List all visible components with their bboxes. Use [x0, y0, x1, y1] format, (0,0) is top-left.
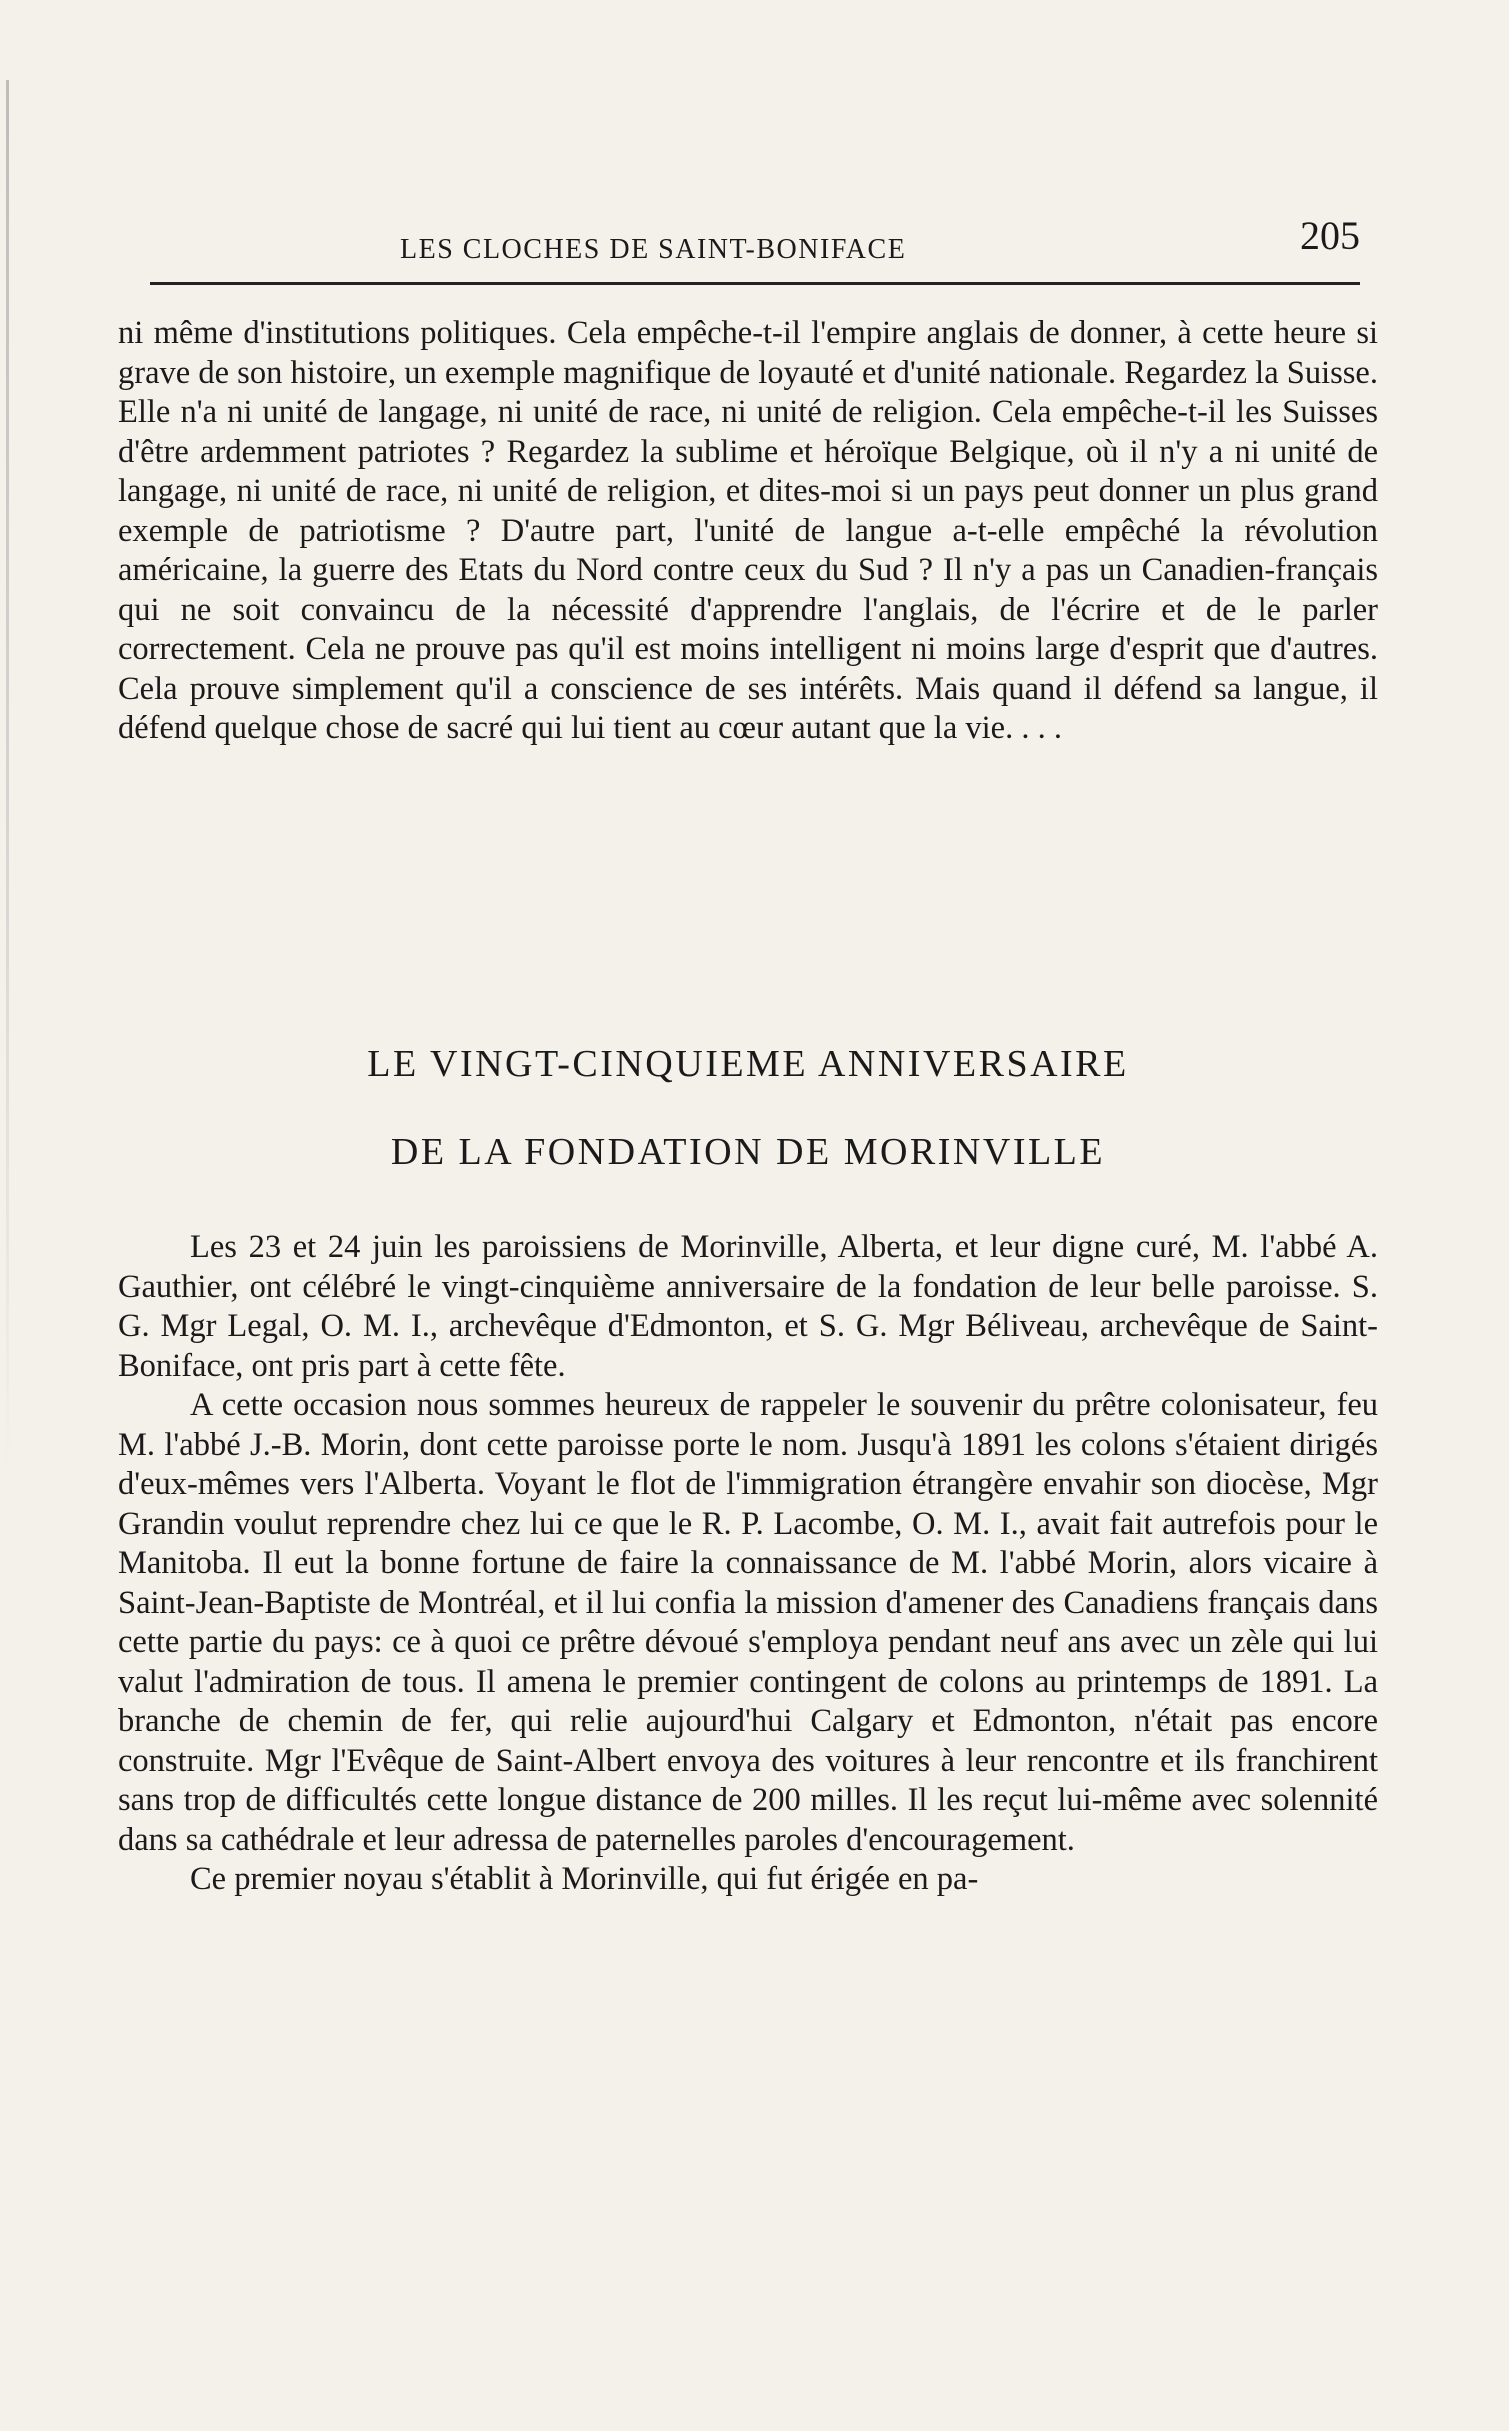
section-heading-line-2: DE LA FONDATION DE MORINVILLE — [390, 1131, 1106, 1173]
section-heading-line-1: LE VINGT-CINQUIEME ANNIVERSAIRE — [367, 1043, 1129, 1085]
continuation-paragraph: ni même d'institutions politiques. Cela empêche-t-il l'empire anglais de donner, à cette heure si grave de son histoire, un exemple magnifique de loyauté et d'unité nationale. Regardez la Suisse. Elle n'a ni unité de langage, ni unité de race, ni unité de religion. Cela empêche-t-il les Suisses d'être ardemment patriotes ? Regardez la sublime et héroïque Belgique, où il n'y a ni unité de langage, ni unité de race, ni unité de religion, et dites-moi si un pays peut donner un plus grand exemple de patriotisme ? D'autre part, l'unité de langue a-t-elle empêché la révolution américaine, la guerre des Etats du Nord contre ceux du Sud ? Il n'y a pas un Canadien-français qui ne soit convaincu de la nécessité d'apprendre l'anglais, de l'écrire et de le parler correctement. Cela ne prouve pas qu'il est moins intelligent ni moins large d'esprit que d'autres. Cela prouve simplement qu'il a conscience de ses intérêts. Mais quand il défend sa langue, il défend quelque chose de sacré qui lui tient au cœur autant que la vie. . . . — [118, 315, 1378, 746]
paragraph-1: Les 23 et 24 juin les paroissiens de Morinville, Alberta, et leur digne curé, M. l'abbé A. Gauthier, ont célébré le vingt-cinquième anniversaire de la fondation de leur belle paroisse. S. G. Mgr Legal, O. M. I., archevêque d'Edmonton, et S. G. Mgr Béliveau, archevêque de Saint-Boniface, ont pris part à cette fête. — [118, 1229, 1378, 1384]
paragraph-2: A cette occasion nous sommes heureux de rappeler le souvenir du prêtre colonisateur, feu M. l'abbé J.-B. Morin, dont cette paroisse porte le nom. Jusqu'à 1891 les colons s'étaient dirigés d'eux-mêmes vers l'Alberta. Voyant le flot de l'immigration étrangère envahir son diocèse, Mgr Grandin voulut reprendre chez lui ce que le R. P. Lacombe, O. M. I., avait fait autrefois pour le Manitoba. Il eut la bonne fortune de faire la connaissance de M. l'abbé Morin, alors vicaire à Saint-Jean-Baptiste de Montréal, et il lui confia la mission d'amener des Canadiens français dans cette partie du pays: ce à quoi ce prêtre dévoué s'employa pendant neuf ans avec un zèle qui lui valut l'admiration de tous. Il amena le premier contingent de colons au printemps de 1891. La branche de chemin de fer, qui relie aujourd'hui Calgary et Edmonton, n'était pas encore construite. Mgr l'Evêque de Saint-Albert envoya des voitures à leur rencontre et ils franchirent sans trop de difficultés cette longue distance de 200 milles. Il les reçut lui-même avec solennité dans sa cathédrale et leur adressa de paternelles paroles d'encouragement. — [118, 1387, 1378, 1858]
continuation-section — [118, 314, 1378, 749]
page-number: 205 — [1300, 213, 1360, 258]
binding-edge — [6, 80, 9, 1480]
header-rule — [150, 282, 1360, 285]
article-body — [118, 1228, 1378, 1900]
paragraph-3: Ce premier noyau s'établit à Morinville, qui fut érigée en pa- — [190, 1861, 979, 1897]
running-title: LES CLOCHES DE SAINT-BONIFACE — [400, 234, 907, 265]
page-header — [150, 212, 1360, 282]
